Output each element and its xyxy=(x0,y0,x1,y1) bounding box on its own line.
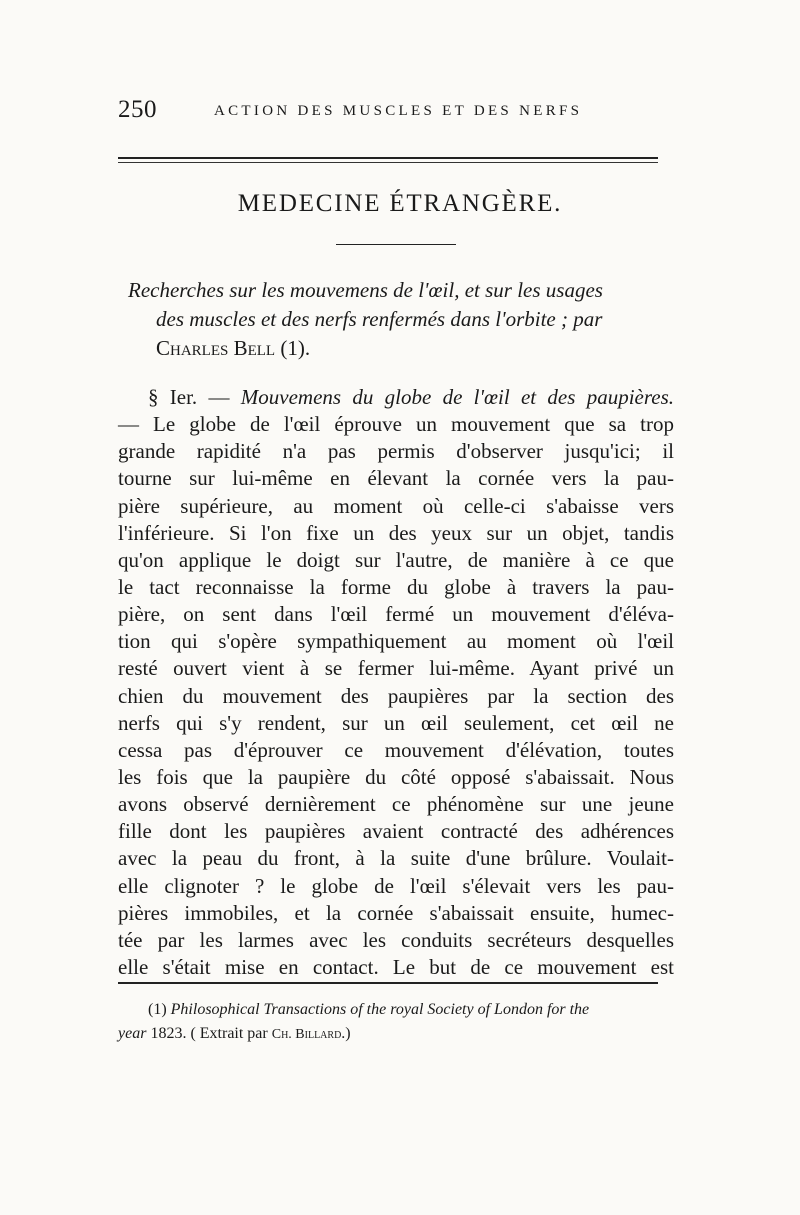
header-double-rule xyxy=(118,157,658,163)
footnote-rule xyxy=(118,982,658,984)
running-header xyxy=(118,96,678,126)
paragraph-line: qu'on applique le doigt sur l'autre, de manière à ce que xyxy=(118,547,674,572)
paragraph-line: l'inférieure. Si l'on fixe un des yeux sur un objet, tandis xyxy=(118,520,674,545)
paragraph-line: pières immobiles, et la cornée s'abaissait ensuite, humec- xyxy=(118,900,674,925)
paragraph-line: resté ouvert vient à se fermer lui-même. Ayant privé un xyxy=(118,656,674,681)
paragraph-line: cessa pas d'éprouver ce mouvement d'élévation, toutes xyxy=(118,737,674,762)
paragraph-line: les fois que la paupière du côté opposé s'abaissait. Nous xyxy=(118,764,674,789)
footnote-year: 1823. ( Extrait par xyxy=(146,1025,272,1042)
paragraph-line: grande rapidité n'a pas permis d'observer jusqu'ici; il xyxy=(118,439,674,464)
paragraph-line: chien du mouvement des paupières par la section des xyxy=(118,683,674,708)
paragraph-line: tion qui s'opère sympathiquement au moment où l'œil xyxy=(118,629,674,654)
paragraph-line: — Le globe de l'œil éprouve un mouvement que sa trop xyxy=(118,412,674,437)
paragraph-line: le tact reconnaisse la forme du globe à travers la pau- xyxy=(118,574,674,599)
article-subtitle xyxy=(128,276,688,363)
page-number: 250 xyxy=(118,96,157,123)
footnote-source: Philosophical Transactions of the royal Society of London for the xyxy=(170,1001,590,1018)
section-heading: Mouvemens du globe de l'œil et des paupières. xyxy=(240,385,674,409)
body-text xyxy=(118,384,674,981)
footnote-marker: (1) xyxy=(148,1001,171,1018)
paragraph-line: elle clignoter ? le globe de l'œil s'élevait vers les pau- xyxy=(118,873,674,898)
footnote-close: .) xyxy=(341,1025,351,1042)
section-heading-line xyxy=(118,384,674,411)
paragraph-line: tourne sur lui-même en élevant la cornée vers la pau- xyxy=(118,466,674,491)
paragraph-line: pière supérieure, au moment où celle-ci s'abaisse vers xyxy=(118,493,674,518)
subtitle-line-2: des muscles et des nerfs renfermés dans l'orbite ; par xyxy=(156,307,603,331)
paragraph xyxy=(118,411,674,981)
paragraph-line: tée par les larmes avec les conduits secréteurs desquelles xyxy=(118,927,674,952)
paragraph-line: avec la peau du front, à la suite d'une brûlure. Voulait- xyxy=(118,846,674,871)
footnote-year-word: year xyxy=(118,1025,147,1042)
footnote-line-1 xyxy=(118,998,668,1022)
paragraph-line: fille dont les paupières avaient contracté des adhérences xyxy=(118,819,674,844)
footnote xyxy=(118,998,668,1047)
subtitle-author: Charles Bell (1). xyxy=(156,336,311,360)
header-rule-thick xyxy=(118,157,658,159)
paragraph-line: pière, on sent dans l'œil fermé un mouvement d'éléva- xyxy=(118,602,674,627)
title-rule xyxy=(336,244,456,245)
section-title: MEDECINE ÉTRANGÈRE. xyxy=(237,190,563,217)
running-title: ACTION DES MUSCLES ET DES NERFS xyxy=(214,103,583,119)
footnote-author: Ch. Billard xyxy=(271,1027,342,1042)
paragraph-line: avons observé dernièrement ce phénomène sur une jeune xyxy=(118,792,674,817)
paragraph-line: elle s'était mise en contact. Le but de ce mouvement est xyxy=(118,954,674,979)
subtitle-line-1: Recherches sur les mouvemens de l'œil, et sur les usages xyxy=(128,278,603,302)
paragraph-line: nerfs qui s'y rendent, sur un œil seulement, cet œil ne xyxy=(118,710,674,735)
footnote-line-2 xyxy=(118,1022,668,1047)
section-mark: § Ier. — xyxy=(148,385,241,409)
header-rule-thin xyxy=(118,162,658,163)
